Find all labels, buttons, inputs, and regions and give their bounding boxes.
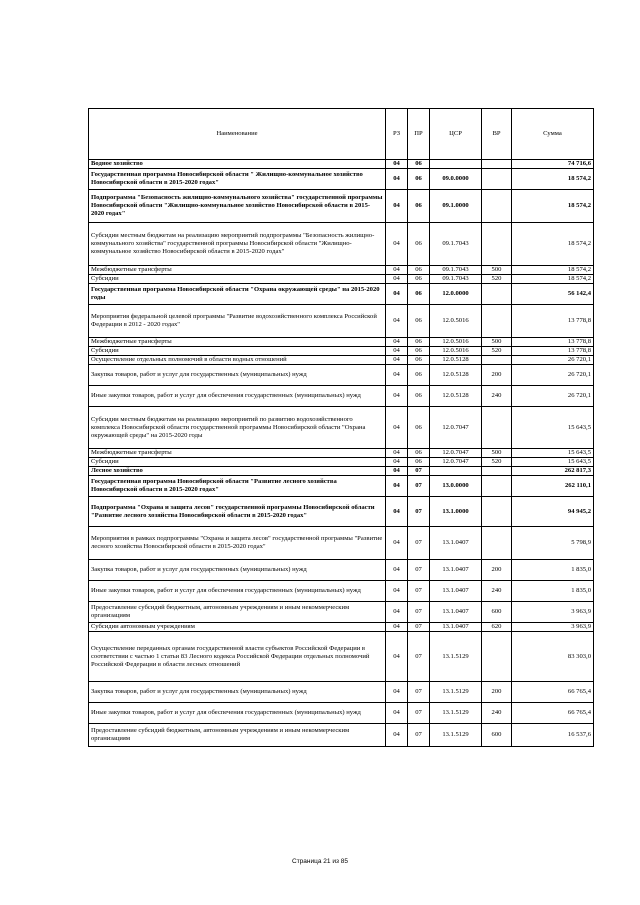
table-row [89,190,594,223]
cell-rz: 04 [386,365,408,386]
cell-csr: 13.1.5129 [430,632,482,682]
cell-pr: 06 [408,305,430,338]
cell-csr: 12.0.5016 [430,305,482,338]
cell-vr [482,407,512,449]
cell-vr: 500 [482,338,512,347]
cell-sum: 262 817,3 [512,467,594,476]
cell-pr: 06 [408,338,430,347]
cell-name: Государственная программа Новосибирской области "Охрана окружающей среды" на 2015-2020 годы [89,284,386,305]
cell-pr: 06 [408,347,430,356]
cell-sum: 83 303,0 [512,632,594,682]
cell-csr: 12.0.5128 [430,386,482,407]
cell-sum: 74 716,6 [512,160,594,169]
cell-csr: 13.1.0000 [430,497,482,527]
cell-name: Межбюджетные трансферты [89,266,386,275]
cell-rz: 04 [386,407,408,449]
cell-rz: 04 [386,632,408,682]
cell-sum: 66 765,4 [512,682,594,703]
cell-rz: 04 [386,386,408,407]
cell-pr: 07 [408,602,430,623]
cell-pr: 06 [408,169,430,190]
table-row [89,476,594,497]
cell-rz: 04 [386,449,408,458]
cell-csr [430,160,482,169]
table-row [89,305,594,338]
table-row [89,581,594,602]
table-row [89,449,594,458]
cell-sum: 18 574,2 [512,266,594,275]
cell-vr [482,169,512,190]
header-rz: РЗ [386,109,408,160]
cell-name: Межбюджетные трансферты [89,338,386,347]
cell-pr: 06 [408,365,430,386]
table-row [89,169,594,190]
cell-vr [482,190,512,223]
cell-name: Межбюджетные трансферты [89,449,386,458]
cell-sum: 15 643,5 [512,407,594,449]
cell-sum: 262 110,1 [512,476,594,497]
cell-sum: 15 643,5 [512,458,594,467]
cell-rz: 04 [386,467,408,476]
cell-csr: 09.1.7043 [430,223,482,266]
cell-rz: 04 [386,703,408,724]
cell-vr [482,356,512,365]
table-row [89,602,594,623]
header-csr: ЦСР [430,109,482,160]
header-sum: Сумма [512,109,594,160]
cell-rz: 04 [386,527,408,560]
cell-sum: 1 835,0 [512,581,594,602]
cell-sum: 18 574,2 [512,275,594,284]
cell-name: Осуществление отдельных полномочий в области водных отношений [89,356,386,365]
table-row [89,160,594,169]
cell-vr [482,305,512,338]
cell-csr: 13.0.0000 [430,476,482,497]
cell-sum: 3 963,9 [512,602,594,623]
cell-name: Государственная программа Новосибирской области "Развитие лесного хозяйства Новосибирской области в 2015-2020 годах" [89,476,386,497]
table-row [89,407,594,449]
cell-rz: 04 [386,223,408,266]
cell-csr: 13.1.0407 [430,581,482,602]
cell-sum: 18 574,2 [512,190,594,223]
cell-csr: 13.1.5129 [430,724,482,747]
cell-name: Субсидии автономным учреждениям [89,623,386,632]
cell-vr: 600 [482,724,512,747]
cell-name: Мероприятия в рамках подпрограммы "Охрана и защита лесов" государственной программы "Развитие лесного хозяйства Новосибирской области в 2015-2020 годах" [89,527,386,560]
cell-rz: 04 [386,476,408,497]
cell-rz: 04 [386,169,408,190]
cell-vr: 600 [482,602,512,623]
cell-pr: 07 [408,632,430,682]
cell-sum: 5 798,9 [512,527,594,560]
table-row [89,275,594,284]
cell-name: Субсидии [89,458,386,467]
cell-rz: 04 [386,682,408,703]
cell-csr: 12.0.5016 [430,338,482,347]
cell-pr: 06 [408,266,430,275]
cell-sum: 13 778,8 [512,338,594,347]
cell-rz: 04 [386,284,408,305]
cell-sum: 15 643,5 [512,449,594,458]
table-row [89,497,594,527]
cell-vr: 520 [482,347,512,356]
cell-pr: 06 [408,190,430,223]
cell-vr [482,527,512,560]
header-vr: ВР [482,109,512,160]
cell-pr: 07 [408,527,430,560]
cell-pr: 07 [408,476,430,497]
cell-sum: 26 720,1 [512,386,594,407]
cell-vr: 200 [482,682,512,703]
cell-csr: 13.1.0407 [430,623,482,632]
cell-name: Иные закупки товаров, работ и услуг для обеспечения государственных (муниципальных) нужд [89,703,386,724]
cell-vr [482,160,512,169]
cell-pr: 07 [408,560,430,581]
cell-name: Предоставление субсидий бюджетным, автономным учреждениям и иным некоммерческим организациям [89,602,386,623]
cell-pr: 06 [408,386,430,407]
cell-rz: 04 [386,347,408,356]
cell-csr: 12.0.5128 [430,365,482,386]
cell-csr: 13.1.0407 [430,560,482,581]
cell-name: Субсидии местным бюджетам на реализацию мероприятий подпрограммы "Безопасность жилищно-коммунального хозяйства" государственной программы Новосибирской области "Жилищно-коммунальное хозяйство Новосибирской области в 2015-2020 годах" [89,223,386,266]
cell-vr [482,497,512,527]
cell-vr [482,632,512,682]
cell-pr: 07 [408,467,430,476]
cell-rz: 04 [386,266,408,275]
table-row [89,632,594,682]
cell-rz: 04 [386,602,408,623]
cell-csr: 09.0.0000 [430,169,482,190]
cell-name: Закупка товаров, работ и услуг для государственных (муниципальных) нужд [89,365,386,386]
cell-rz: 04 [386,356,408,365]
cell-name: Лесное хозяйство [89,467,386,476]
cell-vr [482,476,512,497]
cell-csr: 12.0.7047 [430,449,482,458]
cell-name: Предоставление субсидий бюджетным, автономным учреждениям и иным некоммерческим организациям [89,724,386,747]
cell-rz: 04 [386,581,408,602]
cell-csr: 12.0.5128 [430,356,482,365]
cell-rz: 04 [386,623,408,632]
table-row [89,560,594,581]
cell-vr: 240 [482,703,512,724]
cell-sum: 3 963,9 [512,623,594,632]
table-row [89,527,594,560]
cell-csr: 13.1.0407 [430,527,482,560]
cell-csr: 09.1.7043 [430,275,482,284]
cell-vr: 500 [482,266,512,275]
cell-rz: 04 [386,724,408,747]
table-row [89,623,594,632]
cell-sum: 13 778,8 [512,347,594,356]
table-row [89,347,594,356]
cell-csr: 12.0.0000 [430,284,482,305]
cell-pr: 07 [408,581,430,602]
cell-pr: 07 [408,724,430,747]
cell-vr [482,284,512,305]
cell-name: Мероприятия федеральной целевой программы "Развитие водохозяйственного комплекса Российской Федерации в 2012 - 2020 годах" [89,305,386,338]
cell-vr: 520 [482,458,512,467]
cell-name: Государственная программа Новосибирской области " Жилищно-коммунальное хозяйство Новосибирской области в 2015-2020 годах" [89,169,386,190]
table-body [89,160,594,747]
cell-pr: 07 [408,623,430,632]
table-row [89,703,594,724]
cell-name: Закупка товаров, работ и услуг для государственных (муниципальных) нужд [89,560,386,581]
table-row [89,386,594,407]
cell-rz: 04 [386,305,408,338]
cell-pr: 07 [408,703,430,724]
cell-rz: 04 [386,275,408,284]
header-pr: ПР [408,109,430,160]
table-row [89,724,594,747]
cell-pr: 06 [408,160,430,169]
cell-sum: 1 835,0 [512,560,594,581]
cell-sum: 66 765,4 [512,703,594,724]
cell-pr: 06 [408,275,430,284]
cell-sum: 13 778,8 [512,305,594,338]
cell-sum: 16 537,6 [512,724,594,747]
cell-vr: 200 [482,560,512,581]
table-row [89,223,594,266]
cell-vr: 200 [482,365,512,386]
cell-pr: 06 [408,407,430,449]
cell-pr: 06 [408,458,430,467]
cell-csr: 13.1.0407 [430,602,482,623]
cell-rz: 04 [386,160,408,169]
cell-vr [482,467,512,476]
cell-csr [430,467,482,476]
cell-csr: 13.1.5129 [430,682,482,703]
cell-vr [482,223,512,266]
table-row [89,467,594,476]
cell-csr: 09.1.0000 [430,190,482,223]
cell-pr: 06 [408,284,430,305]
cell-sum: 26 720,1 [512,356,594,365]
cell-pr: 06 [408,356,430,365]
table-row [89,284,594,305]
cell-vr: 520 [482,275,512,284]
budget-table-container [88,108,593,747]
cell-rz: 04 [386,497,408,527]
cell-sum: 18 574,2 [512,169,594,190]
cell-csr: 09.1.7043 [430,266,482,275]
cell-name: Иные закупки товаров, работ и услуг для обеспечения государственных (муниципальных) нужд [89,386,386,407]
header-name: Наименование [89,109,386,160]
cell-vr: 500 [482,449,512,458]
cell-csr: 13.1.5129 [430,703,482,724]
cell-rz: 04 [386,338,408,347]
table-row [89,266,594,275]
cell-name: Иные закупки товаров, работ и услуг для обеспечения государственных (муниципальных) нужд [89,581,386,602]
table-row [89,682,594,703]
cell-name: Субсидии [89,347,386,356]
cell-sum: 56 142,4 [512,284,594,305]
cell-pr: 07 [408,497,430,527]
cell-name: Водное хозяйство [89,160,386,169]
cell-vr: 620 [482,623,512,632]
cell-rz: 04 [386,458,408,467]
cell-name: Осуществление переданных органам государственной власти субъектов Российской Федерации в соответствии с частью 1 статьи 83 Лесного кодекса Российской Федерации отдельных полномочий Российской Федерации в области лесных отношений [89,632,386,682]
cell-name: Субсидии [89,275,386,284]
cell-name: Закупка товаров, работ и услуг для государственных (муниципальных) нужд [89,682,386,703]
cell-pr: 07 [408,682,430,703]
cell-name: Подпрограмма "Охрана и защита лесов" государственной программы Новосибирской области "Развитие лесного хозяйства Новосибирской области в 2015-2020 годах" [89,497,386,527]
cell-rz: 04 [386,560,408,581]
cell-vr: 240 [482,386,512,407]
cell-pr: 06 [408,223,430,266]
table-row [89,356,594,365]
cell-name: Субсидии местным бюджетам на реализацию мероприятий по развитию водохозяйственного комплекса Новосибирской области государственной программы Новосибирской области "Охрана окружающей среды" на 2015-2020 годы [89,407,386,449]
cell-rz: 04 [386,190,408,223]
cell-csr: 12.0.7047 [430,458,482,467]
page-number: Страница 21 из 85 [292,858,348,865]
table-row [89,458,594,467]
table-row [89,338,594,347]
cell-vr: 240 [482,581,512,602]
cell-csr: 12.0.5016 [430,347,482,356]
budget-table [88,108,594,747]
table-row [89,365,594,386]
cell-name: Подпрограмма "Безопасность жилищно-коммунального хозяйства" государственной программы Новосибирской области "Жилищно-коммунальное хозяйство Новосибирской области в 2015-2020 годах" [89,190,386,223]
cell-sum: 26 720,1 [512,365,594,386]
cell-sum: 94 945,2 [512,497,594,527]
cell-sum: 18 574,2 [512,223,594,266]
table-header-row [89,109,594,160]
cell-csr: 12.0.7047 [430,407,482,449]
cell-pr: 06 [408,449,430,458]
